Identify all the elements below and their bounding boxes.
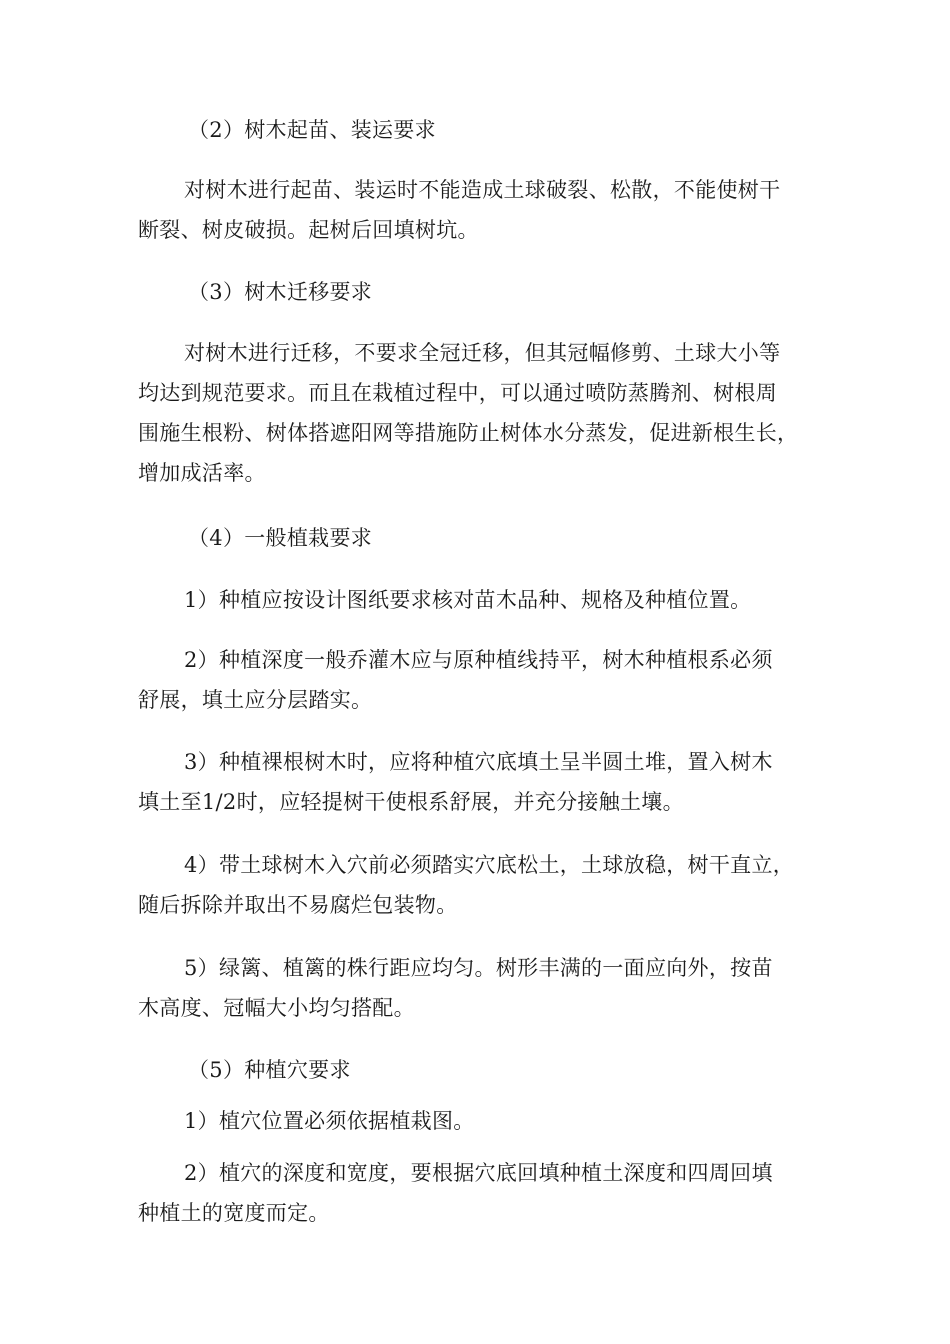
paragraph-line: 4）带土球树木入穴前必须踏实穴底松土，土球放稳，树干直立，: [184, 853, 795, 877]
paragraph-line: 1）植穴位置必须依据植栽图。: [184, 1109, 475, 1133]
paragraph-line: 3）种植裸根树木时，应将种植穴底填土呈半圆土堆，置入树木: [184, 750, 773, 774]
paragraph-line: 2）种植深度一般乔灌木应与原种植线持平，树木种植根系必须: [184, 648, 773, 672]
paragraph-line: 2）植穴的深度和宽度，要根据穴底回填种植土深度和四周回填: [184, 1161, 773, 1185]
section-heading-4: [138, 518, 828, 558]
paragraph-line: 填土至1/2时，应轻提树干使根系舒展，并充分接触土壤。: [138, 790, 684, 814]
paragraph-line: 舒展，填土应分层踏实。: [138, 688, 373, 712]
paragraph-line: 5）绿篱、植篱的株行距应均匀。树形丰满的一面应向外，按苗: [184, 956, 773, 980]
paragraph-line: 随后拆除并取出不易腐烂包装物。: [138, 893, 458, 917]
pit-item-2: [138, 1153, 828, 1233]
paragraph-lifting: [138, 170, 828, 250]
section-heading-2: [138, 110, 828, 150]
paragraph-line: 对树木进行起苗、装运时不能造成土球破裂、松散，不能使树干: [184, 178, 781, 202]
list-item-2: [138, 640, 828, 720]
heading-text: （4）一般植栽要求: [188, 526, 373, 550]
paragraph-line: 围施生根粉、树体搭遮阳网等措施防止树体水分蒸发，促进新根生长，: [138, 421, 799, 445]
list-item-5: [138, 948, 828, 1028]
paragraph-line: 1）种植应按设计图纸要求核对苗木品种、规格及种植位置。: [184, 588, 752, 612]
paragraph-line: 增加成活率。: [138, 461, 266, 485]
section-heading-5: [138, 1050, 828, 1090]
pit-item-1: [138, 1101, 828, 1141]
paragraph-line: 断裂、树皮破损。起树后回填树坑。: [138, 218, 479, 242]
paragraph-transplant: [138, 333, 828, 493]
section-heading-3: [138, 272, 828, 312]
list-item-3: [138, 742, 828, 822]
heading-text: （5）种植穴要求: [188, 1058, 351, 1082]
list-item-4: [138, 845, 828, 925]
paragraph-line: 木高度、冠幅大小均匀搭配。: [138, 996, 415, 1020]
paragraph-line: 对树木进行迁移，不要求全冠迁移，但其冠幅修剪、土球大小等: [184, 341, 781, 365]
heading-text: （2）树木起苗、装运要求: [188, 118, 436, 142]
heading-text: （3）树木迁移要求: [188, 280, 373, 304]
paragraph-line: 种植土的宽度而定。: [138, 1201, 330, 1225]
list-item-1: [138, 580, 828, 620]
paragraph-line: 均达到规范要求。而且在栽植过程中，可以通过喷防蒸腾剂、树根周: [138, 381, 777, 405]
